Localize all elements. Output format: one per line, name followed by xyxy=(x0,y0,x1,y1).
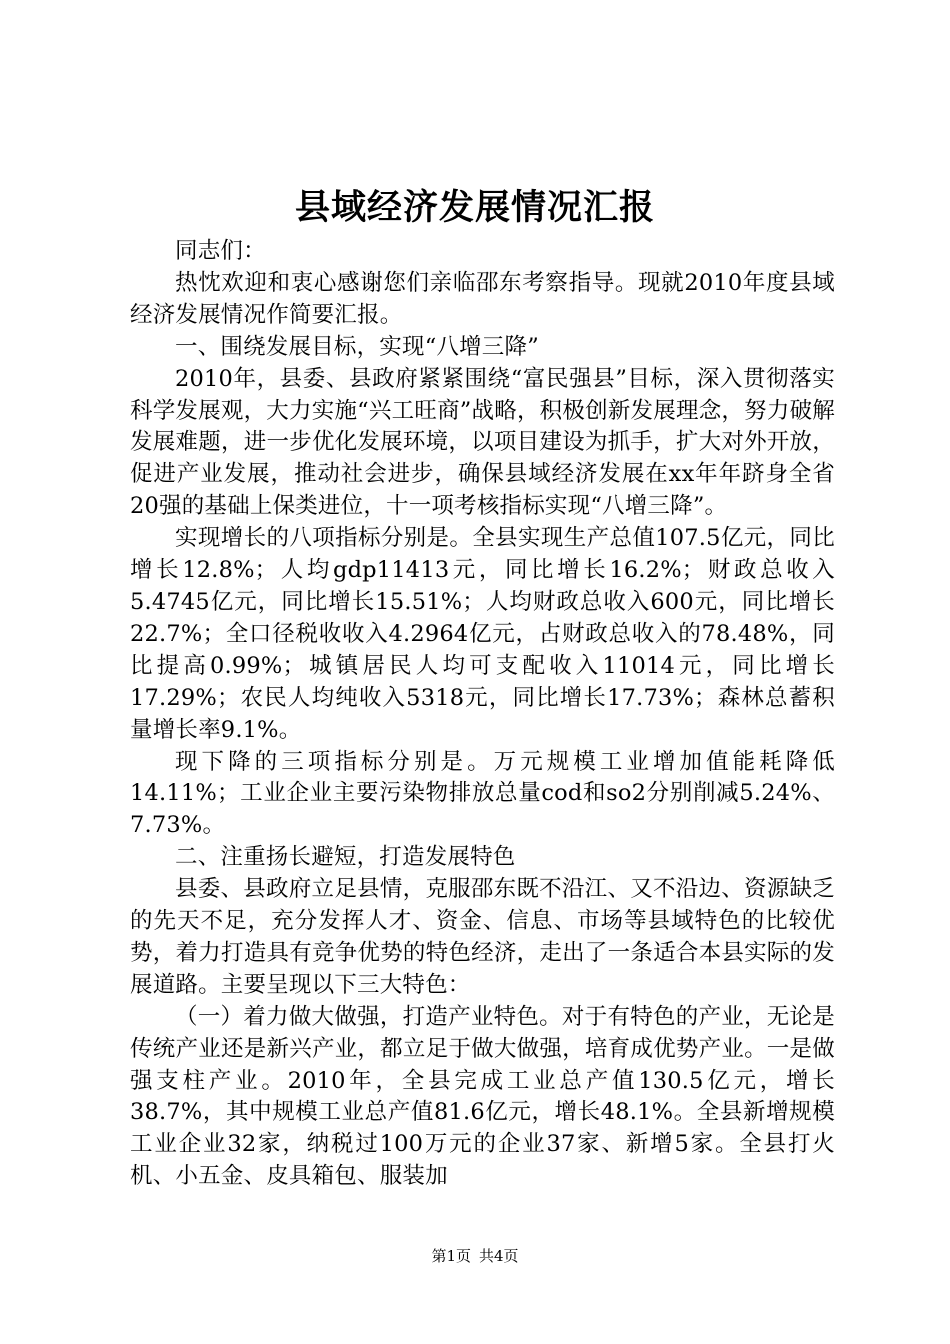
document-body xyxy=(130,236,835,1193)
body-paragraph: 现下降的三项指标分别是。万元规模工业增加值能耗降低14.11%；工业企业主要污染物排放总量cod和so2分别削减5.24%、7.73%。 xyxy=(130,748,835,839)
intro-paragraph: 热忱欢迎和衷心感谢您们亲临邵东考察指导。现就2010年度县域经济发展情况作简要汇报。 xyxy=(130,269,835,328)
section-heading-1: 一、围绕发展目标，实现“八增三降” xyxy=(175,333,539,360)
body-paragraph: （一）着力做大做强，打造产业特色。对于有特色的产业，无论是传统产业还是新兴产业，都立足于做大做强，培育成优势产业。一是做强支柱产业。2010年，全县完成工业总产值130.5亿元，增长38.7%，其中规模工业总产值81.6亿元，增长48.1%。全县新增规模工业企业32家，纳税过100万元的企业37家、新增5家。全县打火机、小五金、皮具箱包、服装加 xyxy=(130,1003,835,1190)
document-title: 县域经济发展情况汇报 xyxy=(294,187,655,228)
body-paragraph: 实现增长的八项指标分别是。全县实现生产总值107.5亿元，同比增长12.8%；人均gdp11413元，同比增长16.2%；财政总收入5.4745亿元，同比增长15.51%；人均财政总收入600元，同比增长22.7%；全口径税收收入4.2964亿元，占财政总收入的78.48%，同比提高0.99%；城镇居民人均可支配收入11014元，同比增长17.29%；农民人均纯收入5318元，同比增长17.73%；森林总蓄积量增长率9.1%。 xyxy=(130,525,835,743)
salutation-paragraph: 同志们： xyxy=(175,238,266,264)
page-total: 共4页 xyxy=(479,1247,519,1265)
body-paragraph: 2010年，县委、县政府紧紧围绕“富民强县”目标，深入贯彻落实科学发展观，大力实施“兴工旺商”战略，积极创新发展理念，努力破解发展难题，进一步优化发展环境，以项目建设为抓手，扩大对外开放，促进产业发展，推动社会进步，确保县域经济发展在xx年年跻身全省20强的基础上保类进位，十一项考核指标实现“八增三降”。 xyxy=(130,365,835,520)
section-heading-2: 二、注重扬长避短，打造发展特色 xyxy=(175,844,516,871)
body-paragraph: 县委、县政府立足县情，克服邵东既不沿江、又不沿边、资源缺乏的先天不足，充分发挥人才、资金、信息、市场等县域特色的比较优势，着力打造具有竞争优势的特色经济，走出了一条适合本县实际的发展道路。主要呈现以下三大特色： xyxy=(130,876,835,998)
page-footer xyxy=(0,1246,950,1266)
page-number: 第1页 xyxy=(431,1247,471,1265)
